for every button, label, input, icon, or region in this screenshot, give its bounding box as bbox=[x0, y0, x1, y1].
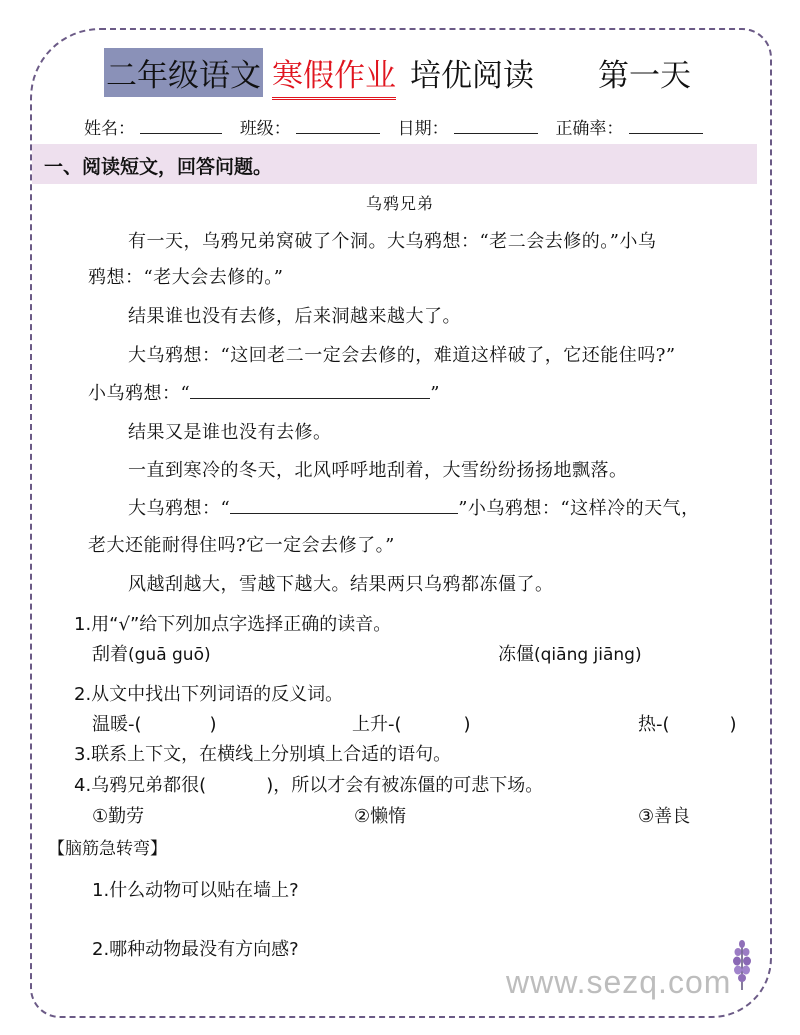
question-3: 3.联系上下文，在横线上分别填上合适的语句。 bbox=[74, 744, 452, 765]
story-line: 小乌鸦想：“ ” bbox=[88, 383, 440, 404]
fill-blank-small-crow[interactable] bbox=[190, 384, 430, 399]
story-title: 乌鸦兄弟 bbox=[365, 194, 434, 213]
q1-option-b: 冻僵(qiāng jiāng) bbox=[498, 644, 642, 665]
q4-option-3: ③善良 bbox=[638, 806, 691, 827]
q4-option-2: ②懒惰 bbox=[354, 806, 407, 827]
section-heading: 一、阅读短文，回答问题。 bbox=[44, 156, 273, 178]
class-label: 班级： bbox=[239, 119, 291, 139]
story-line: 结果又是谁也没有去修。 bbox=[128, 422, 332, 443]
question-4: 4.乌鸦兄弟都很( )，所以才会有被冻僵的可悲下场。 bbox=[74, 775, 544, 796]
story-line: 风越刮越大，雪越下越大。结果两只乌鸦都冻僵了。 bbox=[128, 574, 554, 595]
lavender-icon bbox=[728, 936, 756, 992]
title-winter-homework: 寒假作业 bbox=[272, 48, 396, 100]
accuracy-label: 正确率： bbox=[555, 119, 624, 139]
q2-hot: 热-( ) bbox=[638, 714, 737, 735]
student-info-row bbox=[84, 114, 703, 139]
question-2: 2.从文中找出下列词语的反义词。 bbox=[74, 684, 344, 705]
brain-teaser-question: 2.哪种动物最没有方向感? bbox=[92, 939, 299, 960]
watermark: www.sezq.com bbox=[506, 964, 732, 1000]
name-field[interactable] bbox=[140, 119, 222, 134]
story-line: 大乌鸦想：“ ”小乌鸦想：“这样冷的天气， bbox=[128, 498, 700, 519]
brain-teaser-question: 1.什么动物可以贴在墙上? bbox=[92, 880, 299, 901]
title-day: 第一天 bbox=[598, 58, 691, 94]
date-label: 日期： bbox=[397, 119, 449, 139]
name-label: 姓名： bbox=[84, 119, 135, 139]
title-grade-subject: 二年级语文 bbox=[104, 48, 263, 97]
story-line: 结果谁也没有去修，后来洞越来越大了。 bbox=[128, 306, 461, 327]
brain-teaser-heading: 【脑筋急转弯】 bbox=[48, 839, 167, 859]
question-1: 1.用“√”给下列加点字选择正确的读音。 bbox=[74, 614, 392, 635]
accuracy-field[interactable] bbox=[629, 119, 703, 134]
page-title bbox=[0, 48, 800, 92]
date-field[interactable] bbox=[454, 119, 538, 134]
class-field[interactable] bbox=[296, 119, 380, 134]
q4-option-1: ①勤劳 bbox=[92, 806, 145, 827]
q2-warm: 温暖-( ) bbox=[92, 714, 217, 735]
q1-option-a: 刮着(guā guō) bbox=[92, 644, 211, 665]
fill-blank-big-crow[interactable] bbox=[230, 499, 458, 514]
story-line: 大乌鸦想：“这回老二一定会去修的，难道这样破了，它还能住吗?” bbox=[128, 345, 676, 366]
q2-rise: 上升-( ) bbox=[352, 714, 471, 735]
story-line: 一直到寒冷的冬天，北风呼呼地刮着，大雪纷纷扬扬地飘落。 bbox=[128, 460, 628, 481]
story-line: 鸦想：“老大会去修的。” bbox=[88, 267, 284, 288]
title-reading: 培优阅读 bbox=[410, 58, 534, 94]
story-line: 老大还能耐得住吗?它一定会去修了。” bbox=[88, 535, 395, 556]
story-line: 有一天，乌鸦兄弟窝破了个洞。大乌鸦想：“老二会去修的。”小乌 bbox=[128, 231, 657, 252]
